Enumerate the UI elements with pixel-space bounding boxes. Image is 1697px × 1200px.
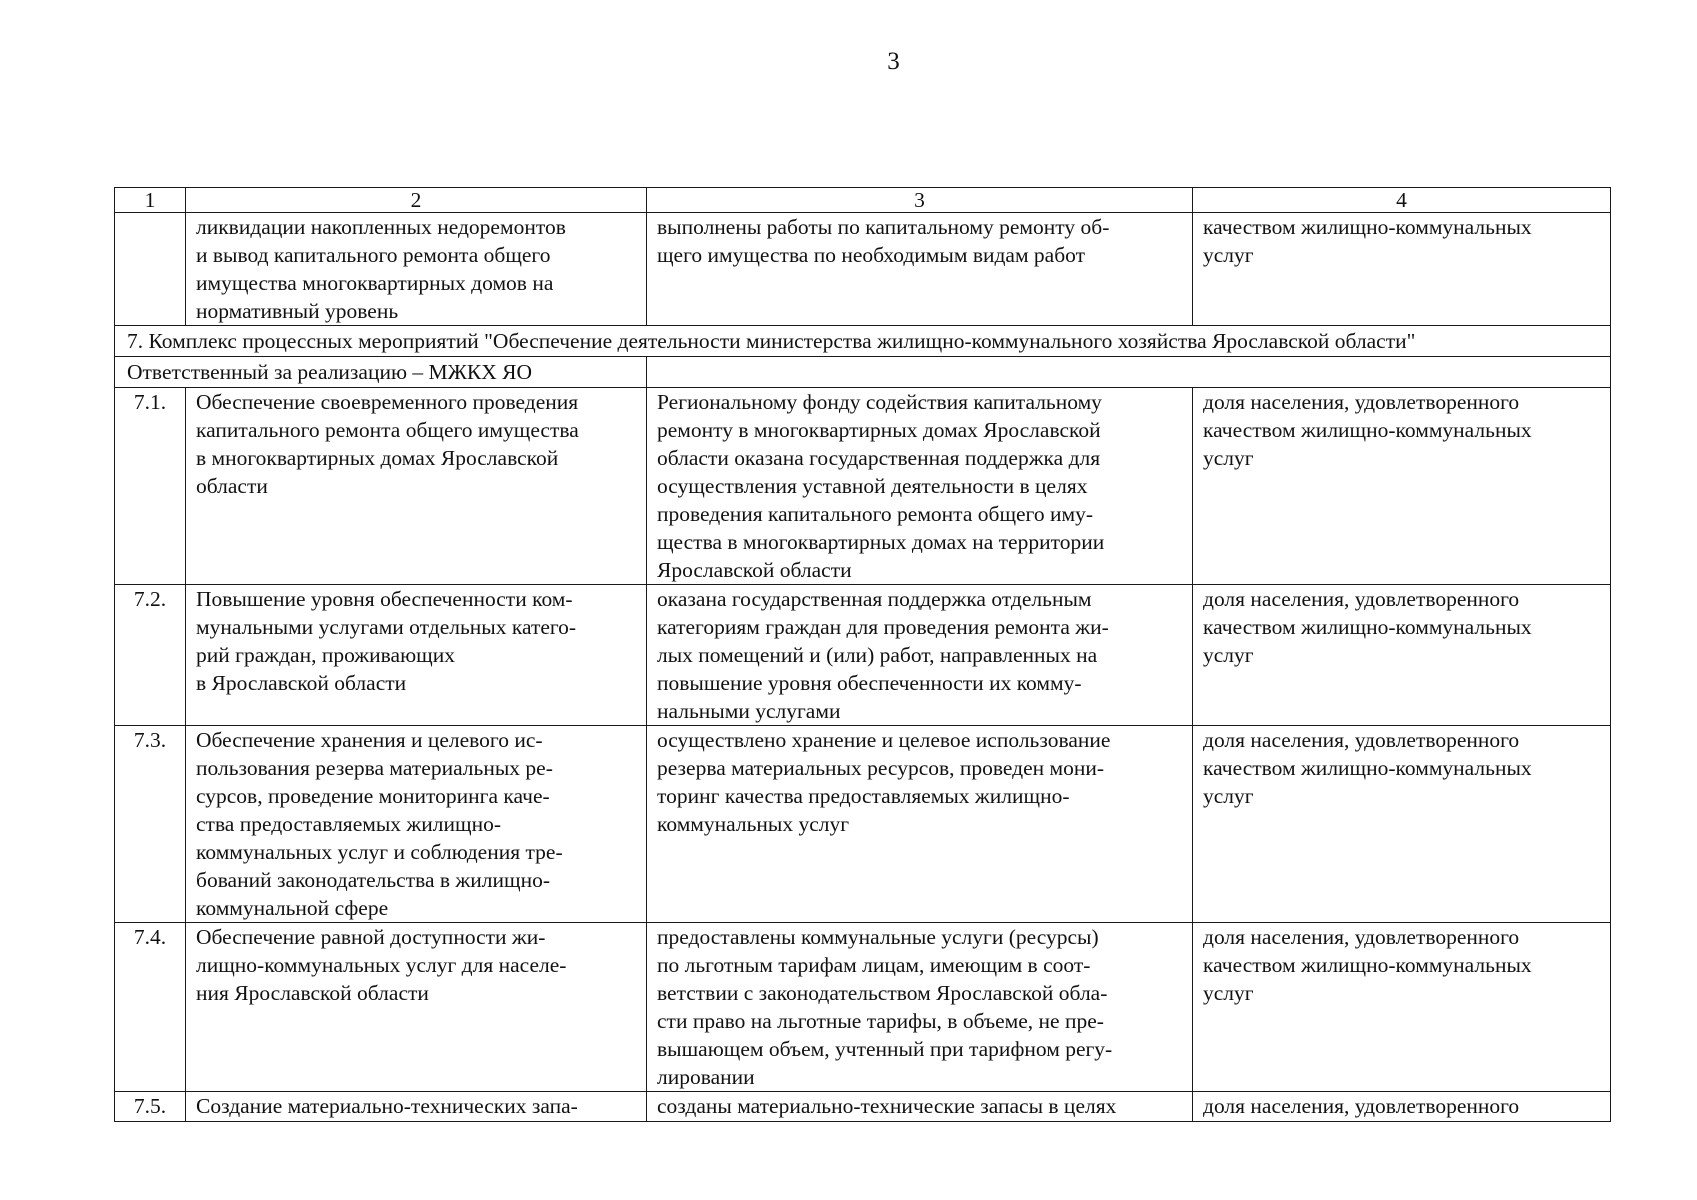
- table-row: [115, 585, 1611, 726]
- header-col-2: 2: [186, 188, 647, 213]
- continuation-task: ликвидации накопленных недоремонтов и вывод капитального ремонта общего имущества многоквартирных домов на нормативный уровень: [186, 213, 647, 326]
- row-indicator: доля населения, удовлетворенного: [1193, 1092, 1611, 1122]
- row-number: 7.1.: [115, 388, 186, 585]
- row-indicator: доля населения, удовлетворенного качеством жилищно-коммунальных услуг: [1193, 923, 1611, 1092]
- continuation-indicator: качеством жилищно-коммунальных услуг: [1193, 213, 1611, 326]
- row-task: Создание материально-технических запа-: [186, 1092, 647, 1122]
- row-task: Обеспечение равной доступности жи- лищно-коммунальных услуг для населе- ния Ярославской области: [186, 923, 647, 1092]
- row-result: Региональному фонду содействия капитальному ремонту в многоквартирных домах Ярославской области оказана государственная поддержка для осуществления уставной деятельности в целях проведения капитального ремонта общего иму- щества в многоквартирных домах на территории Ярославской области: [647, 388, 1193, 585]
- section-title-row: [115, 326, 1611, 357]
- row-task: Обеспечение хранения и целевого ис- пользования резерва материальных ре- сурсов, проведение мониторинга каче- ства предоставляемых жилищно- коммунальных услуг и соблюдения тре- бований законодательства в жилищно- коммунальной сфере: [186, 726, 647, 923]
- row-indicator: доля населения, удовлетворенного качеством жилищно-коммунальных услуг: [1193, 726, 1611, 923]
- continuation-result: выполнены работы по капитальному ремонту об- щего имущества по необходимым видам работ: [647, 213, 1193, 326]
- header-col-1: 1: [115, 188, 186, 213]
- row-task: Повышение уровня обеспеченности ком- мунальными услугами отдельных катего- рий граждан, проживающих в Ярославской области: [186, 585, 647, 726]
- table-row: [115, 923, 1611, 1092]
- header-col-3: 3: [647, 188, 1193, 213]
- responsible-empty-cell: [647, 357, 1611, 388]
- row-task: Обеспечение своевременного проведения капитального ремонта общего имущества в многоквартирных домах Ярославской области: [186, 388, 647, 585]
- header-col-4: 4: [1193, 188, 1611, 213]
- row-result: созданы материально-технические запасы в целях: [647, 1092, 1193, 1122]
- responsible-text: Ответственный за реализацию – МЖКХ ЯО: [115, 357, 647, 388]
- program-table: [114, 187, 1611, 1122]
- page-number: 3: [887, 48, 900, 75]
- table-row: [115, 388, 1611, 585]
- row-indicator: доля населения, удовлетворенного качеством жилищно-коммунальных услуг: [1193, 388, 1611, 585]
- row-indicator: доля населения, удовлетворенного качеством жилищно-коммунальных услуг: [1193, 585, 1611, 726]
- continuation-num-cell: [115, 213, 186, 326]
- row-number: 7.2.: [115, 585, 186, 726]
- row-result: осуществлено хранение и целевое использование резерва материальных ресурсов, проведен мони- торинг качества предоставляемых жилищно- коммунальных услуг: [647, 726, 1193, 923]
- row-number: 7.5.: [115, 1092, 186, 1122]
- continuation-row: [115, 213, 1611, 326]
- responsible-row: [115, 357, 1611, 388]
- section-title: 7. Комплекс процессных мероприятий "Обеспечение деятельности министерства жилищно-коммунального хозяйства Ярославской области": [115, 326, 1611, 357]
- table-row: [115, 1092, 1611, 1122]
- row-number: 7.4.: [115, 923, 186, 1092]
- row-result: оказана государственная поддержка отдельным категориям граждан для проведения ремонта жи- лых помещений и (или) работ, направленных на повышение уровня обеспеченности их комму- нальными услугами: [647, 585, 1193, 726]
- row-number: 7.3.: [115, 726, 186, 923]
- table-row: [115, 726, 1611, 923]
- row-result: предоставлены коммунальные услуги (ресурсы) по льготным тарифам лицам, имеющим в соот- ветствии с законодательством Ярославской обла- сти право на льготные тарифы, в объеме, не пре- вышающем объем, учтенный при тарифном регу- лировании: [647, 923, 1193, 1092]
- table-header-row: [115, 188, 1611, 213]
